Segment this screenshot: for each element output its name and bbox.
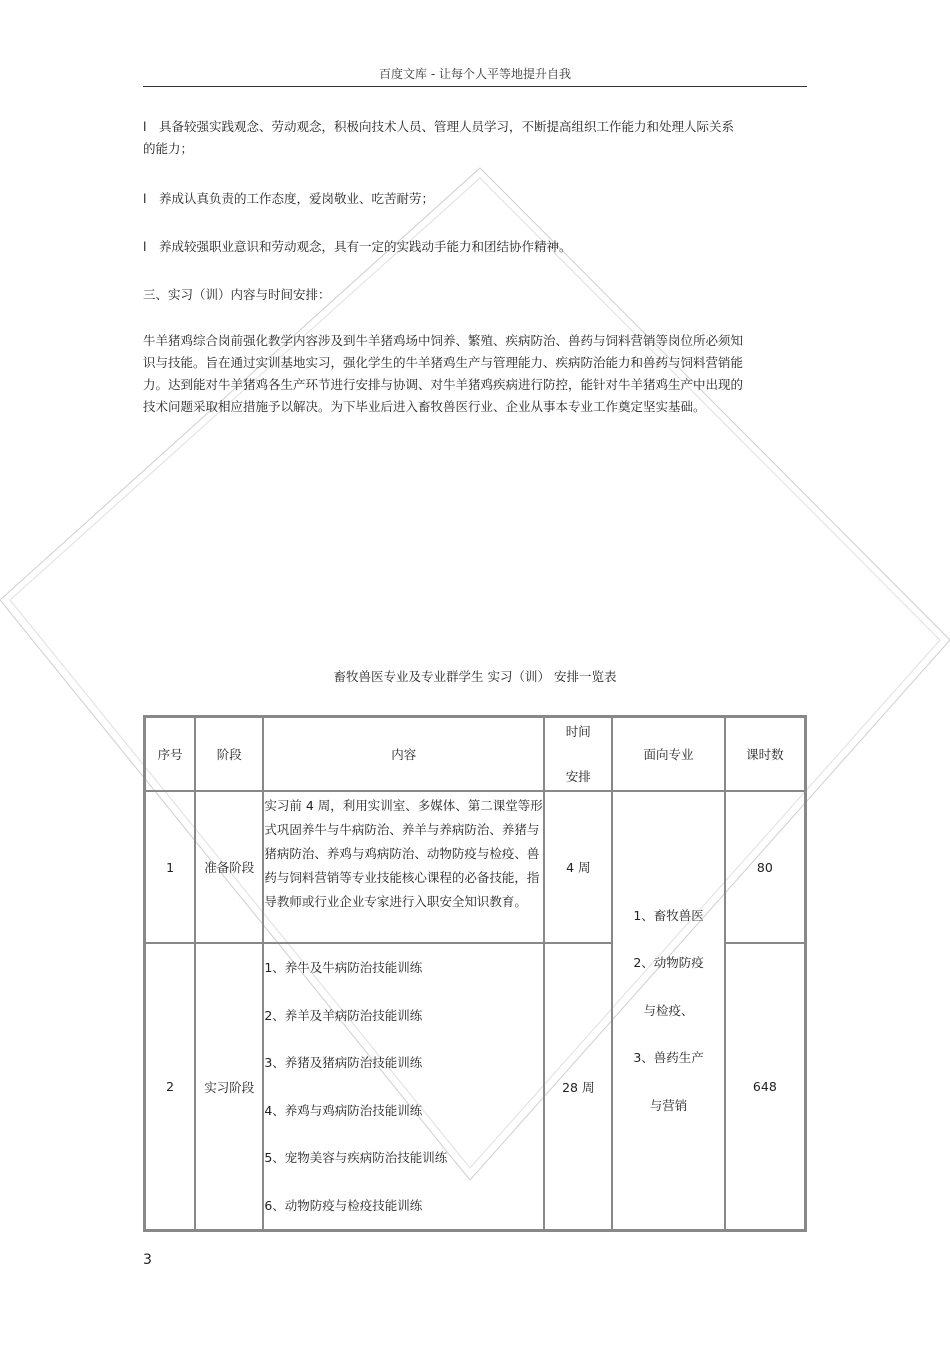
page-number: 3 — [143, 1252, 152, 1268]
schedule-table — [143, 715, 807, 1232]
cell-time: 4 周 — [544, 791, 612, 943]
bullet-item — [143, 116, 743, 160]
major-line: 1、畜牧兽医 — [633, 907, 704, 923]
bullet-mark: l — [143, 119, 147, 134]
cell-time: 28 周 — [544, 943, 612, 1230]
bullet-mark: l — [143, 239, 147, 254]
major-line: 与营销 — [649, 1097, 688, 1113]
bullet-item — [143, 188, 743, 210]
cell-seq: 2 — [145, 943, 195, 1230]
table-header-row — [145, 717, 805, 791]
list-item: 4、养鸡与鸡病防治技能训练 — [264, 1102, 423, 1118]
list-item: 3、养猪及猪病防治技能训练 — [264, 1055, 423, 1070]
cell-hours: 648 — [725, 943, 805, 1230]
cell-content — [263, 943, 544, 1230]
body-paragraph: 牛羊猪鸡综合岗前强化教学内容涉及到牛羊猪鸡场中饲养、繁殖、疾病防治、兽药与饲料营销等岗位所必须知识与技能。旨在通过实训基地实习，强化学生的牛羊猪鸡生产与管理能力、疾病防治能力和兽药与饲料营销能力。达到能对牛羊猪鸡各生产环节进行安排与协调、对牛羊猪鸡疾病进行防控，能针对牛羊猪鸡生产中出现的技术问题采取相应措施予以解决。为下毕业后进入畜牧兽医行业、企业从事本专业工作奠定坚实基础。 — [143, 333, 744, 414]
list-item: 5、宠物美容与疾病防治技能训练 — [264, 1150, 448, 1165]
list-item: 1、养牛及牛病防治技能训练 — [264, 960, 423, 975]
cell-stage: 准备阶段 — [195, 791, 263, 943]
header-content: 内容 — [263, 717, 544, 791]
cell-hours: 80 — [725, 791, 805, 943]
header-time-line2: 安排 — [565, 769, 591, 784]
header-stage: 阶段 — [195, 717, 263, 791]
header-time-line1: 时间 — [565, 724, 591, 739]
cell-major — [612, 791, 724, 1230]
header-time — [544, 717, 612, 791]
cell-content: 实习前 4 周，利用实训室、多媒体、第二课堂等形式巩固养牛与牛病防治、养羊与养病防治、养猪与猪病防治、养鸡与鸡病防治、动物防疫与检疫、兽药与饲料营销等专业技能核心课程的必备技能，指导教师或行业企业专家进行入职安全知识教育。 — [263, 791, 544, 943]
training-list — [264, 944, 543, 1229]
bullet-item — [143, 236, 743, 258]
bullet-text: 养成认真负责的工作态度，爱岗敬业、吃苦耐劳； — [159, 191, 435, 206]
cell-stage: 实习阶段 — [195, 943, 263, 1230]
bullet-text: 养成较强职业意识和劳动观念，具有一定的实践动手能力和团结协作精神。 — [159, 239, 572, 254]
major-line: 3、兽药生产 — [633, 1050, 704, 1066]
header-major: 面向专业 — [612, 717, 724, 791]
header-seq: 序号 — [145, 717, 195, 791]
major-line: 与检疫、 — [643, 1002, 694, 1018]
list-item: 6、动物防疫与检疫技能训练 — [264, 1197, 423, 1213]
page-header: 百度文库 - 让每个人平等地提升自我 — [143, 66, 807, 87]
cell-seq: 1 — [145, 791, 195, 943]
section-heading: 三、实习（训）内容与时间安排： — [143, 287, 331, 302]
table-title: 畜牧兽医专业及专业群学生 实习（训） 安排一览表 — [333, 669, 617, 684]
list-item: 2、养羊及羊病防治技能训练 — [264, 1007, 423, 1023]
header-hours: 课时数 — [725, 717, 805, 791]
table-row — [145, 791, 805, 943]
bullet-text: 具备较强实践观念、劳动观念，积极向技术人员、管理人员学习，不断提高组织工作能力和处理人际关系的能力； — [143, 119, 735, 156]
bullet-mark: l — [143, 191, 147, 206]
major-line: 2、动物防疫 — [633, 955, 704, 971]
